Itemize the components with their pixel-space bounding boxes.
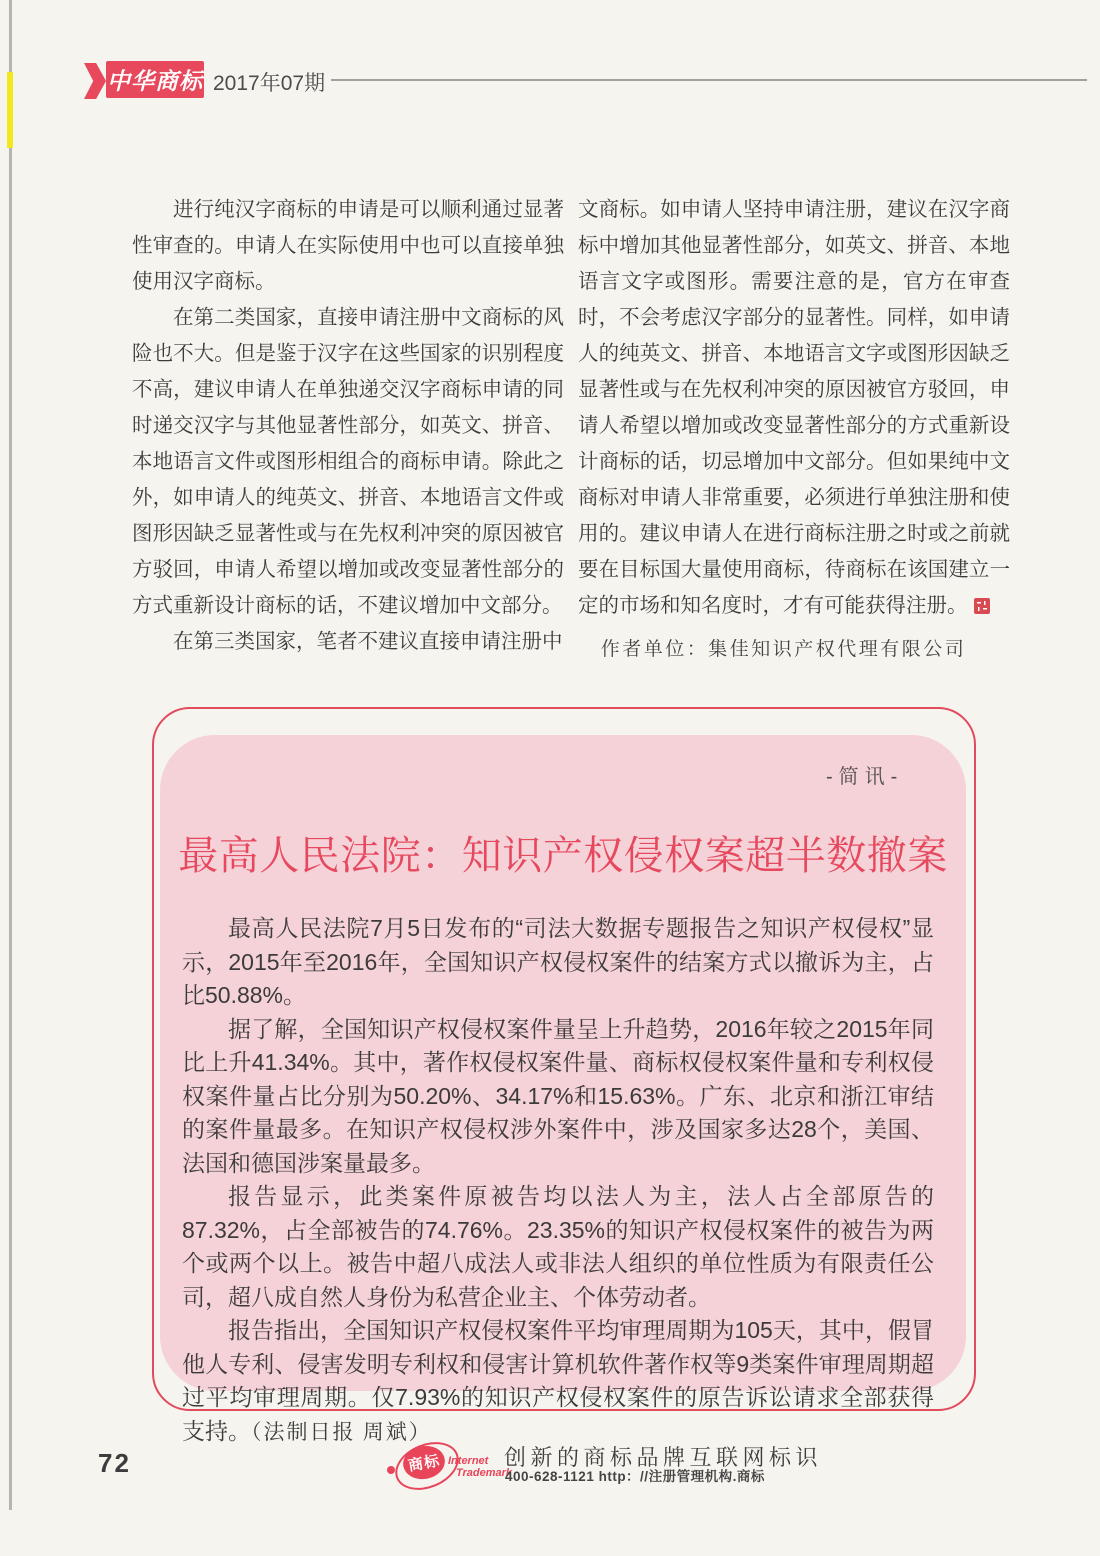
- brief-body: [182, 912, 934, 1449]
- brief-paragraph: 报告显示，此类案件原被告均以法人为主，法人占全部原告的87.32%，占全部被告的74.76%。23.35%的知识产权侵权案件的被告为两个或两个以上。被告中超八成法人或非法人组织的单位性质为有限责任公司，超八成自然人身份为私营企业主、个体劳动者。: [182, 1183, 934, 1310]
- article-end-seal-icon: [974, 598, 990, 614]
- page-number: 72: [98, 1448, 131, 1478]
- logo-en-line1: Internet: [448, 1455, 489, 1467]
- author-line: 作者单位：集佳知识产权代理有限公司: [600, 639, 967, 660]
- brief-section-tag: -简讯-: [826, 766, 904, 788]
- footer-slogan: 创新的商标品牌互联网标识: [504, 1445, 823, 1470]
- brand-chevron-icon: [84, 63, 106, 99]
- logo-en-text: [448, 1455, 512, 1479]
- brief-title: 最高人民法院：知识产权侵权案超半数撤案: [178, 834, 948, 878]
- article-paragraph: 在第二类国家，直接申请注册中文商标的风险也不大。但是鉴于汉字在这些国家的识别程度不高，建议申请人在单独递交汉字商标申请的同时递交汉字与其他显著性部分，如英文、拼音、本地语言文件或图形相组合的商标申请。除此之外，如申请人的纯英文、拼音、本地语言文件或图形因缺乏显著性或与在先权利冲突的原因被官方驳回，申请人希望以增加或改变显著性部分的方式重新设计商标的话，不建议增加中文部分。: [132, 306, 564, 617]
- brief-paragraph: 据了解，全国知识产权侵权案件量呈上升趋势，2016年较之2015年同比上升41.34%。其中，著作权侵权案件量、商标权侵权案件量和专利权侵权案件量占比分别为50.20%、34.17%和15.63%。广东、北京和浙江审结的案件量最多。在知识产权侵权涉外案件中，涉及国家多达28个，美国、法国和德国涉案量最多。: [182, 1015, 934, 1176]
- brief-paragraph: 最高人民法院7月5日发布的“司法大数据专题报告之知识产权侵权”显示，2015年至2016年，全国知识产权侵权案件的结案方式以撤诉为主，占比50.88%。: [182, 915, 934, 1008]
- article-paragraph-text: 文商标。如申请人坚持申请注册，建议在汉字商标中增加其他显著性部分，如英文、拼音、本地语言文字或图形。需要注意的是，官方在审查时，不会考虑汉字部分的显著性。同样，如申请人的纯英文、拼音、本地语言文字或图形因缺乏显著性或与在先权利冲突的原因被官方驳回，申请人希望以增加或改变显著性部分的方式重新设计商标的话，切忌增加中文部分。但如果纯中文商标对申请人非常重要，必须进行单独注册和使用的。建议申请人在进行商标注册之时或之前就要在目标国大量使用商标，待商标在该国建立一定的市场和知名度时，才有可能获得注册。: [578, 198, 1010, 617]
- issue-label: 2017年07期: [213, 72, 326, 95]
- header-divider: [331, 79, 1087, 81]
- brief-byline: （法制日报 周斌）: [251, 1419, 432, 1444]
- footer-logo: [394, 1438, 513, 1500]
- logo-dot-icon: [387, 1466, 395, 1474]
- article-paragraph: [578, 192, 1010, 624]
- page-edge-line: [9, 0, 12, 1510]
- article-paragraph: 在第三类国家，笔者不建议直接申请注册中: [173, 630, 563, 653]
- logo-cn-text: 商标: [406, 1452, 442, 1475]
- page-edge-yellow-mark: [7, 72, 13, 148]
- brand-logo-text: 中华商标: [107, 69, 203, 94]
- brand-banner: [106, 61, 204, 98]
- article-right-column: [578, 192, 1010, 668]
- footer-contact: 400-628-1121 http：//注册管理机构.商标: [505, 1469, 765, 1484]
- brief-paragraph-text: 报告指出，全国知识产权侵权案件平均审理周期为105天，其中，假冒他人专利、侵害发明专利权和侵害计算机软件著作权等9类案件审理周期超过平均审理周期。仅7.93%的知识产权侵权案件的原告诉讼请求全部获得支持。: [182, 1317, 934, 1444]
- article-left-column: [132, 192, 564, 660]
- brief-paragraph: [182, 1314, 934, 1449]
- article-paragraph: 进行纯汉字商标的申请是可以顺利通过显著性审查的。申请人在实际使用中也可以直接单独使用汉字商标。: [132, 198, 564, 293]
- logo-en-line2: Trademark: [456, 1467, 513, 1479]
